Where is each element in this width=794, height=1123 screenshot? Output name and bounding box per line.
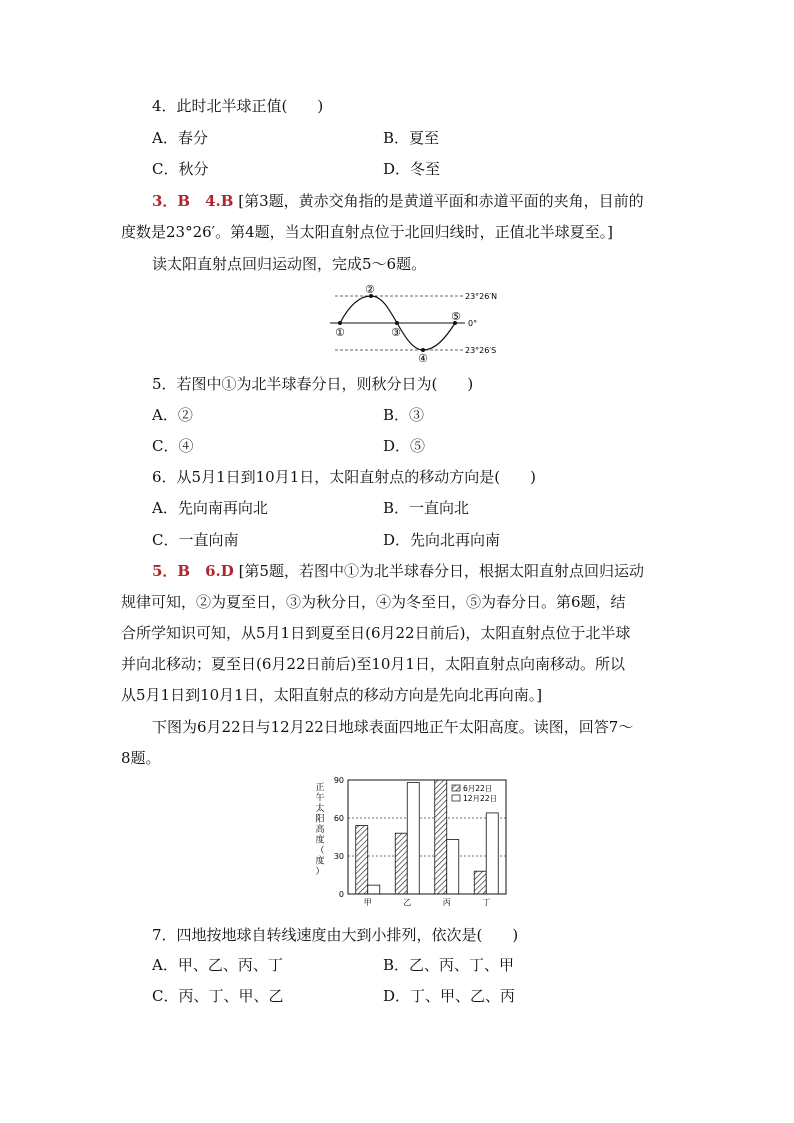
question-4-stem: 4．此时北半球正值( )	[152, 97, 324, 115]
y-axis-title-char: 阳	[315, 814, 325, 825]
q6-option-c: C．一直向南	[152, 531, 239, 549]
explanation-3-4-line-2: 度数是23°26′。第4题，当太阳直射点位于北回归线时，正值北半球夏至。]	[121, 223, 613, 241]
answer-3-4: 3．B 4.B	[152, 192, 234, 210]
y-axis-title-char: 度	[315, 856, 325, 867]
label-23-26-s: 23°26′S	[465, 346, 497, 355]
legend-label: 12月22日	[463, 794, 498, 803]
y-axis-title	[315, 782, 324, 877]
y-tick-label: 60	[333, 814, 344, 823]
legend-swatch	[452, 785, 460, 791]
label-23-26-n: 23°26′N	[465, 292, 498, 301]
q5-option-b: B．③	[383, 406, 425, 424]
x-tick-label: 丙	[442, 898, 451, 907]
point-3-label: ③	[391, 326, 401, 339]
point-1-label: ①	[335, 326, 345, 339]
question-7-stem: 7．四地按地球自转线速度由大到小排列，依次是( )	[152, 926, 519, 944]
intro-7-8-line-2: 8题。	[121, 749, 161, 767]
x-tick-label: 甲	[363, 898, 372, 907]
bar-jun22-4	[474, 871, 486, 894]
q5-option-d: D．⑤	[383, 437, 426, 455]
x-tick-label: 丁	[482, 898, 491, 907]
y-axis-title-char: 太	[315, 804, 325, 814]
point-4-label: ④	[418, 352, 428, 362]
explanation-5-6-line-2: 规律可知，②为夏至日，③为秋分日，④为冬至日，⑤为春分日。第6题，结	[121, 593, 626, 611]
q4-option-c: C．秋分	[152, 160, 209, 178]
legend-label: 6月22日	[463, 784, 493, 793]
point-2-label: ②	[365, 284, 375, 296]
q7-option-c: C．丙、丁、甲、乙	[152, 987, 284, 1005]
bar-jun22-2	[395, 833, 407, 894]
q6-option-a: A．先向南再向北	[152, 499, 268, 517]
y-axis-title-char: 午	[315, 793, 325, 804]
point-3-dot	[395, 321, 399, 325]
q4-option-a: A．春分	[152, 129, 208, 147]
explanation-5-6-line-1: 5．B 6.D [第5题，若图中①为北半球春分日，根据太阳直射点回归运动	[152, 562, 644, 580]
label-equator: 0°	[468, 319, 478, 328]
question-5-stem: 5．若图中①为北半球春分日，则秋分日为( )	[152, 375, 474, 393]
answer-5-6: 5．B 6.D	[152, 562, 234, 580]
x-tick-label: 乙	[403, 898, 412, 907]
bar-dec22-4	[486, 813, 498, 894]
q7-option-b: B．乙、丙、丁、甲	[383, 956, 515, 974]
q6-option-b: B．一直向北	[383, 499, 470, 517]
q5-option-a: A．②	[152, 406, 193, 424]
bar-jun22-3	[435, 780, 447, 894]
q5-option-c: C．④	[152, 437, 194, 455]
explanation-5-6-line-3: 合所学知识可知，从5月1日到夏至日(6月22日前后)，太阳直射点位于北半球	[121, 624, 631, 642]
explanation-5-6-line-5: 从5月1日到10月1日，太阳直射点的移动方向是先向北再向南。]	[121, 686, 543, 704]
y-tick-label: 30	[333, 852, 344, 861]
bar-dec22-1	[368, 885, 380, 894]
solar-migration-diagram	[325, 284, 515, 362]
explanation-3-4-line-1: 3．B 4.B [第3题，黄赤交角指的是黄道平面和赤道平面的夹角，目前的	[152, 192, 644, 210]
y-axis-title-char: 高	[315, 825, 325, 835]
point-5-label: ⑤	[451, 310, 461, 323]
bar-jun22-1	[356, 826, 368, 894]
q4-option-d: D．冬至	[383, 160, 441, 178]
q7-option-d: D．丁、甲、乙、丙	[383, 987, 516, 1005]
question-6-stem: 6．从5月1日到10月1日，太阳直射点的移动方向是( )	[152, 468, 536, 486]
noon-sun-altitude-chart	[310, 772, 520, 910]
y-axis-title-char: 度	[315, 835, 325, 846]
intro-7-8-line-1: 下图为6月22日与12月22日地球表面四地正午太阳高度。读图，回答7～	[152, 718, 634, 736]
point-1-dot	[338, 321, 342, 325]
y-tick-label: 90	[333, 776, 344, 785]
q4-option-b: B．夏至	[383, 129, 440, 147]
intro-5-6: 读太阳直射点回归运动图，完成5～6题。	[152, 255, 427, 273]
explanation-5-6-line-4: 并向北移动；夏至日(6月22日前后)至10月1日，太阳直射点向南移动。所以	[121, 655, 625, 673]
y-axis-title-char: ）	[315, 867, 325, 877]
bar-dec22-3	[447, 840, 459, 894]
legend-swatch	[452, 795, 460, 801]
y-axis-title-char: 正	[315, 783, 325, 793]
q6-option-d: D．先向北再向南	[383, 531, 501, 549]
y-tick-label: 0	[338, 890, 344, 899]
q7-option-a: A．甲、乙、丙、丁	[152, 956, 283, 974]
bar-dec22-2	[407, 783, 419, 894]
y-axis-title-char: （	[315, 846, 325, 856]
